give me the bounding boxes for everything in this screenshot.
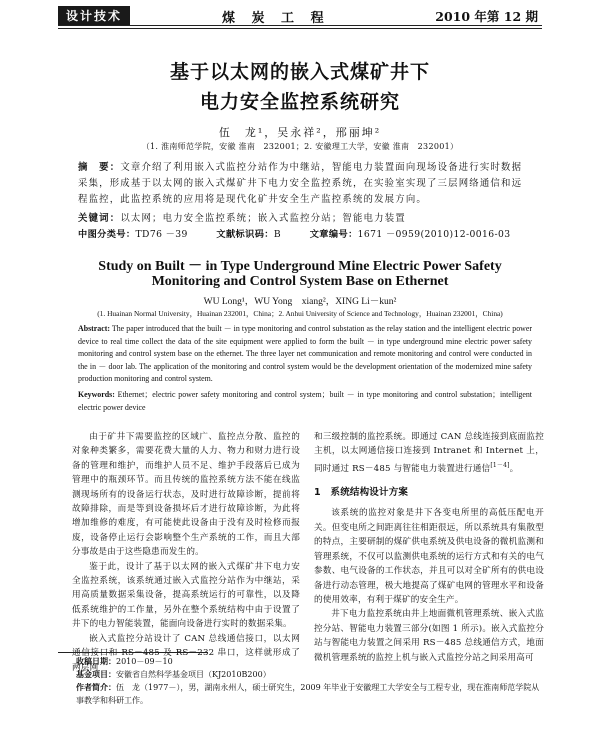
body-right-column <box>314 430 544 665</box>
keywords-en-text: Ethernet；electric power safety monitoring and control system；built － in type monitoring and control substation；intelligent electric power device <box>78 390 532 412</box>
footnote-bio <box>76 682 546 707</box>
classification-line <box>78 227 532 243</box>
abstract-en <box>78 323 532 386</box>
affiliation-cn: （1. 淮南师范学院，安徽 淮南 232001；2. 安徽理工大学，安徽 淮南 232001） <box>141 142 459 151</box>
fund-text: 安徽省自然科学基金项目（KJ2010B200） <box>116 670 271 679</box>
title-en-line1: Study on Built － in Type Underground Mine Electric Power Safety <box>98 259 502 274</box>
citation-ref: [1－4] <box>490 461 510 469</box>
footnote-received <box>76 656 546 669</box>
continued-end: 。 <box>509 463 519 474</box>
title-cn-line2: 电力安全监控系统研究 <box>199 91 400 113</box>
clc-label: 中图分类号： <box>78 229 136 240</box>
keywords-en-label: Keywords: <box>78 390 115 399</box>
bio-label: 作者简介： <box>76 683 116 692</box>
footnote-rule <box>58 652 208 653</box>
continued-text: 和三级控制的监控系统。即通过 CAN 总线连接到底面监控主机，以太网通信接口连接到 Intranet 和 Internet 上，同时通过 RS－485 与智能电力装置进行通信 <box>314 432 544 474</box>
authors-cn: 伍 龙¹，吴永祥²，邢丽坤² <box>218 126 382 139</box>
body-left-column <box>72 430 300 675</box>
abstract-cn-label: 摘 要： <box>78 162 121 173</box>
keywords-cn-text: 以太网；电力安全监控系统；嵌入式监控分站；智能电力装置 <box>120 213 406 224</box>
abstract-en-text: The paper introduced that the built － in type monitoring and control substation as the relay station and the intelligent electric power device to real time collect the data of the site equipment were applied to form the built － in type underground mine electric power safety monitoring and control system base on the ethernet. The three layer net communication and remote monitoring and control were conducted in the in － door lab. The application of the monitoring and control system would be the development orientation of the modernized mine safety production monitoring and control system. <box>78 324 532 383</box>
clc-value: TD76 －39 <box>135 229 188 240</box>
keywords-cn <box>78 211 532 227</box>
issue-number: 2010 年第 12 期 <box>435 9 538 24</box>
journal-name: 煤 炭 工 程 <box>222 11 330 26</box>
doc-code-value: B <box>273 229 282 240</box>
title-cn-line1: 基于以太网的嵌入式煤矿井下 <box>169 61 430 83</box>
abstract-en-label: Abstract: <box>78 324 110 333</box>
abstract-cn-text: 文章介绍了利用嵌入式监控分站作为中继站，智能电力装置面向现场设备进行实时数据采集，形成基于以太网的嵌入式煤矿井下电力安全监控系统，在实验室实现了三层网络通信和远程监控，此监控系统的应用将是现代化矿井安全生产监控系统的发展方向。 <box>78 162 523 205</box>
fund-label: 基金项目： <box>76 670 116 679</box>
body-paragraph: 鉴于此，设计了基于以太网的嵌入式煤矿井下电力安全监控系统，该系统通过嵌入式监控分站作为中继站，采用高质量数据采集设备，提高系统运行的可靠性，以及降低系统维护的工作量，另外在整个系统结构中由于设置了井下的电力智能装置，能面向设备进行实时的数据采集。 <box>72 561 300 630</box>
article-number-label: 文章编号： <box>309 229 358 240</box>
doc-code-label: 文献标识码： <box>216 229 274 240</box>
body-paragraph: 由于矿井下需要监控的区域广、监控点分散、监控的对象种类繁多，需要花费大量的人力、物力和财力进行设备的管理和维护，而维护人员不足、维护手段落后已成为管理中的瓶颈环节。而且传统的监控系统方法不能在线监测现场所有的设备运行状态，及时进行故障诊断，提前将故障排除，而是等到设备损坏后才进行故障诊断，为此将增加维修的难度，有可能使此设备由于没有及时检修而报废，设备停止运行会影响整个生产系统的工作，而且大部分事故是由于这些隐患而发生的。 <box>72 432 300 558</box>
section-heading: 1 系统结构设计方案 <box>314 487 409 499</box>
received-label: 收稿日期： <box>76 657 116 666</box>
body-paragraph: 该系统的监控对象是井下各变电所里的高低压配电开关。但变电所之间距离往往相距很远，所以系统具有集散型的特点，主要研制的煤矿供电系统及供电设备的微机监测和管理系统，不仅可以监测供电系统的运行方式和有关的电气参数、电气设备的工作状态，并且可以对全矿所有的供电设备进行动态管理，极大地提高了煤矿电网的管理水平和设备的使用效率，有利于煤矿的安全生产。 <box>314 508 544 605</box>
keywords-en <box>78 389 532 414</box>
body-paragraph: 嵌入式监控分站设计了 CAN 总线通信接口，以太网通信接口和 RS－485 及 RS－232 串口，这样就形成了两层网 <box>72 633 300 673</box>
bio-text: 伍 龙（1977－），男，湖南永州人，硕士研究生，2009 年毕业于安徽理工大学安全与工程专业，现在淮南师范学院从事教学和科研工作。 <box>76 683 540 705</box>
keywords-cn-label: 关键词： <box>78 213 121 224</box>
body-paragraph-continued <box>314 430 544 476</box>
authors-en: WU Long¹，WU Yong xiang²，XING Li－kun² <box>203 297 397 307</box>
section-badge: 设计技术 <box>58 6 130 25</box>
footnote-fund <box>76 669 546 682</box>
affiliation-en: (1. Huainan Normal University，Huainan 232001，China；2. Anhui University of Science and Technology，Huainan 232001，China) <box>97 309 503 318</box>
title-en-line2: Monitoring and Control System Base on Ethernet <box>151 274 449 289</box>
running-header <box>0 0 600 26</box>
header-rule-thin <box>58 28 542 29</box>
body-paragraph: 井下电力监控系统由井上地面微机管理系统、嵌入式监控分站、智能电力装置三部分(如图 1 所示)。嵌入式监控分站与智能电力装置之间采用 RS－485 总线通信方式，地面微机管理系统的监控上机与嵌入式监控分站之间采用高可 <box>314 609 544 663</box>
article-number-value: 1671 －0959(2010)12-0016-03 <box>357 229 511 240</box>
received-date: 2010－09－10 <box>116 657 173 666</box>
header-rule <box>58 25 542 26</box>
abstract-cn <box>78 160 532 208</box>
